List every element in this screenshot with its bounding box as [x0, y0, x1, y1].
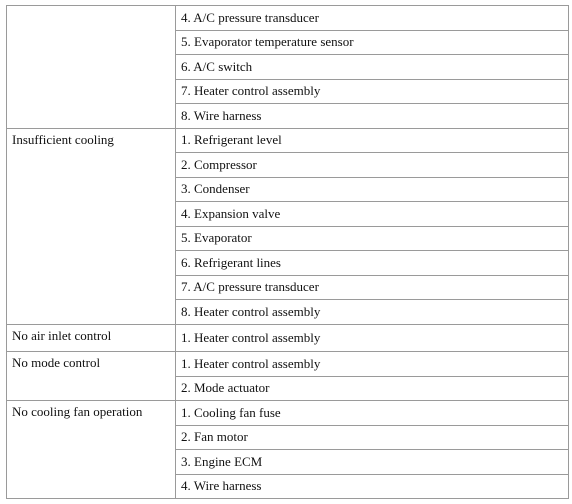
cause-cell: 2. Compressor — [176, 153, 569, 178]
symptom-cell: No cooling fan operation — [7, 401, 176, 499]
symptom-cell: No mode control — [7, 352, 176, 401]
cause-cell: 8. Heater control assembly — [176, 300, 569, 325]
cause-cell: 3. Engine ECM — [176, 450, 569, 475]
symptom-cell: Insufficient cooling — [7, 128, 176, 324]
cause-cell: 6. Refrigerant lines — [176, 251, 569, 276]
table-row — [7, 128, 569, 153]
cause-cell: 7. A/C pressure transducer — [176, 275, 569, 300]
cause-cell: 1. Refrigerant level — [176, 128, 569, 153]
cause-cell: 4. Wire harness — [176, 474, 569, 499]
table-row — [7, 352, 569, 377]
cause-cell: 2. Mode actuator — [176, 376, 569, 401]
table-row — [7, 401, 569, 426]
table-row — [7, 324, 569, 352]
cause-cell: 5. Evaporator — [176, 226, 569, 251]
cause-cell: 3. Condenser — [176, 177, 569, 202]
cause-cell: 7. Heater control assembly — [176, 79, 569, 104]
symptom-cell: No air inlet control — [7, 324, 176, 352]
cause-cell: 1. Cooling fan fuse — [176, 401, 569, 426]
cause-cell: 1. Heater control assembly — [176, 352, 569, 377]
cause-cell: 1. Heater control assembly — [176, 324, 569, 352]
table-row — [7, 6, 569, 31]
cause-cell: 4. A/C pressure transducer — [176, 6, 569, 31]
symptom-cell — [7, 6, 176, 129]
troubleshooting-table — [6, 5, 569, 499]
cause-cell: 5. Evaporator temperature sensor — [176, 30, 569, 55]
cause-cell: 8. Wire harness — [176, 104, 569, 129]
cause-cell: 6. A/C switch — [176, 55, 569, 80]
cause-cell: 4. Expansion valve — [176, 202, 569, 227]
cause-cell: 2. Fan motor — [176, 425, 569, 450]
